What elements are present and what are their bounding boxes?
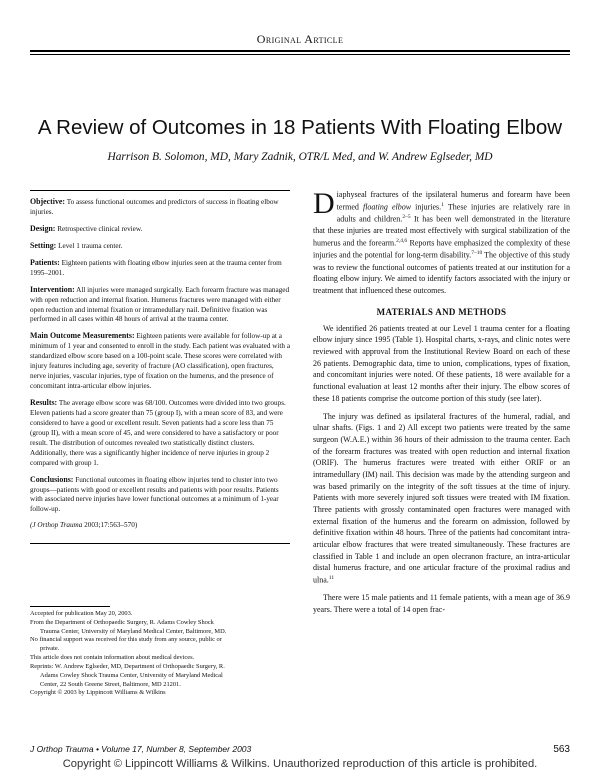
- note-reprints-cont2: Center, 22 South Greene Street, Baltimore, MD 21201.: [40, 680, 181, 688]
- abstract-objective: Objective: To assess functional outcomes and predictors of success in floating elbow injuries.: [30, 197, 279, 216]
- author-list: Harrison B. Solomon, MD, Mary Zadnik, OTR/L Med, and W. Andrew Eglseder, MD: [107, 151, 493, 163]
- abstract-intervention: Intervention: All injuries were managed surgically. Each forearm fracture was managed with open reduction and internal fixation. Humerus fractures were managed with either open reduction and internal fixation or intramedullary nail. Definitive fixation was performed in all cases within 48 hours of arrival at the trauma center.: [30, 284, 290, 324]
- footer-journal: J Orthop Trauma • Volume 17, Number 8, September 2003: [30, 744, 252, 754]
- copyright-banner: Copyright © Lippincott Williams & Wilkins. Unauthorized reproduction of this article is prohibited.: [62, 758, 538, 770]
- abstract-design: Design: Retrospective clinical review.: [30, 223, 143, 233]
- abstract-conclusions: Conclusions: Functional outcomes in floating elbow injuries tend to cluster into two groups—patients with good or excellent results and patients with poor results. Patients with associated nerve injuries have lower functional outcomes at a minimum of 1-year follow-up.: [30, 474, 279, 514]
- note-accepted: Accepted for publication May 20, 2003.: [30, 610, 133, 617]
- page-number: 563: [553, 744, 570, 755]
- page-footer: [30, 744, 570, 754]
- article-title: A Review of Outcomes in 18 Patients With Floating Elbow: [37, 116, 563, 139]
- citation-ref: 7–10: [471, 250, 483, 257]
- note-copyright: Copyright © 2003 by Lippincott Williams & Wilkins: [30, 689, 166, 697]
- note-reprints-cont: Adams Cowley Shock Trauma Center, University of Maryland Medical: [40, 671, 223, 679]
- abstract-measures: Main Outcome Measurements: Eighteen patients were available for follow-up at a minimum of 1 year and consented to enroll in the study. Each patient was evaluated with a standardized elbow score based on a 100-point scale. These scores were correlated with injury features including age, severity of fracture (AO classification), open fractures, nerve injuries, vascular injuries, type of fixation on the humerus, and the presence of concomitant intra-articular elbow injuries.: [30, 331, 291, 391]
- body-column: [313, 189, 570, 616]
- notes-rule: [30, 606, 110, 607]
- note-reprints: Reprints: W. Andrew Eglseder, MD, Department of Orthopaedic Surgery, R.: [30, 662, 225, 670]
- methods-paragraph-2: The injury was defined as ipsilateral fractures of the humeral, radial, and ulnar shafts. (Figs. 1 and 2) All except two patients were treated by the same surgeon (W.A.E.) within 36 hours of their admission to the trauma center. Each of the forearm fractures was treated with open reduction and internal fixation (ORIF). The humerus fractures were treated with either ORIF or an intramedullary (IM) nail. This decision was made by the attending surgeon and was based primarily on the integrity of the soft tissues at the time of injury. Patients with more severely injured soft tissues were treated with IM fixation. Three patients with grossly contaminated open fractures were managed with external fixation of the humerus and the forearm on admission, followed by definitive fixation within 48 hours. Three of the patients had concomitant intra-articular elbow fractures that were treated simultaneously. These fractures are classified in Table 1 and include an open olecranon fracture, an intra-articular distal humerus fracture, and one articular fracture of the proximal radius and ulna.$^{11}$: [313, 411, 570, 585]
- abstract-citation: (J Orthop Trauma 2003;17:563–570): [30, 521, 138, 530]
- abstract-box: [30, 190, 290, 544]
- methods-heading: MATERIALS AND METHODS: [376, 306, 507, 317]
- citation-ref: 11: [328, 574, 335, 581]
- header-rule-thick: [30, 50, 570, 52]
- methods-paragraph-1: We identified 26 patients treated at our Level 1 trauma center for a floating elbow injury since 1995 (Table 1). Hospital charts, x-rays, and clinic notes were reviewed with approval from the Institutional Review Board on each of these 26 patients. Demographic data, time to union, complications, types of fixation, and concomitant injuries were noted. Of these patients, 18 were available for a functional evaluation at least 12 months after their injury. The elbow scores of these 18 patients comprise the outcome portion of this study (see later).: [313, 323, 570, 403]
- citation-ref: 2,4,6: [396, 238, 408, 244]
- abstract-patients: Patients: Eighteen patients with floating elbow injuries seen at the trauma center from 1995–2001.: [30, 257, 282, 277]
- citation-ref: 2–5: [402, 214, 411, 220]
- methods-paragraph-3: There were 15 male patients and 11 female patients, with a mean age of 36.9 years. There were a total of 14 open frac-: [313, 593, 570, 614]
- intro-paragraph: Diaphyseal fractures of the ipsilateral humerus and forearm have been termed floating elbow injuries.$^1$ These injuries are relatively rare in adults and children.$^{2-5}$ It has been well demonstrated in the literature that these injuries are treated most effectively with surgical stabilization of the humerus and the forearm.$^{2,4,6}$ Reports have emphasized the complexity of these injuries and the potential for long-term disability.$^{7-10}$ The objective of this study was to review the functional outcomes of patients treated at our institution for a floating elbow injury. We aimed to identify factors associated with the injury or treatment that influenced these outcomes.: [313, 187, 571, 295]
- note-from: From the Department of Orthopaedic Surgery, R. Adams Cowley Shock: [30, 618, 214, 626]
- drop-cap: D: [313, 187, 335, 220]
- note-devices: This article does not contain information about medical devices.: [30, 654, 195, 662]
- header-rule-thin: [30, 54, 570, 55]
- note-funding: No financial support was received for this study from any source, public or: [30, 636, 222, 644]
- article-notes: [30, 606, 292, 698]
- note-funding-cont: private.: [40, 645, 60, 653]
- abstract-results: Results: The average elbow score was 68/100. Outcomes were divided into two groups. Eleven patients had a score greater than 75 (group I), with a mean score of 83, and were considered to have a good or excellent result. Seven patients had a score less than 75 (group II), with a mean score of 45, and were considered to have a satisfactory or poor result. The distribution of outcomes revealed two statistically distinct clusters. Additionally, there was a significantly higher incidence of nerve injuries in group 2 compared with group 1.: [30, 398, 286, 467]
- abstract-setting: Setting: Level 1 trauma center.: [30, 240, 123, 250]
- section-header: Original Article: [256, 32, 344, 46]
- note-from-cont: Trauma Center, University of Maryland Medical Center, Baltimore, MD.: [40, 627, 227, 635]
- citation-ref: 1: [441, 201, 444, 208]
